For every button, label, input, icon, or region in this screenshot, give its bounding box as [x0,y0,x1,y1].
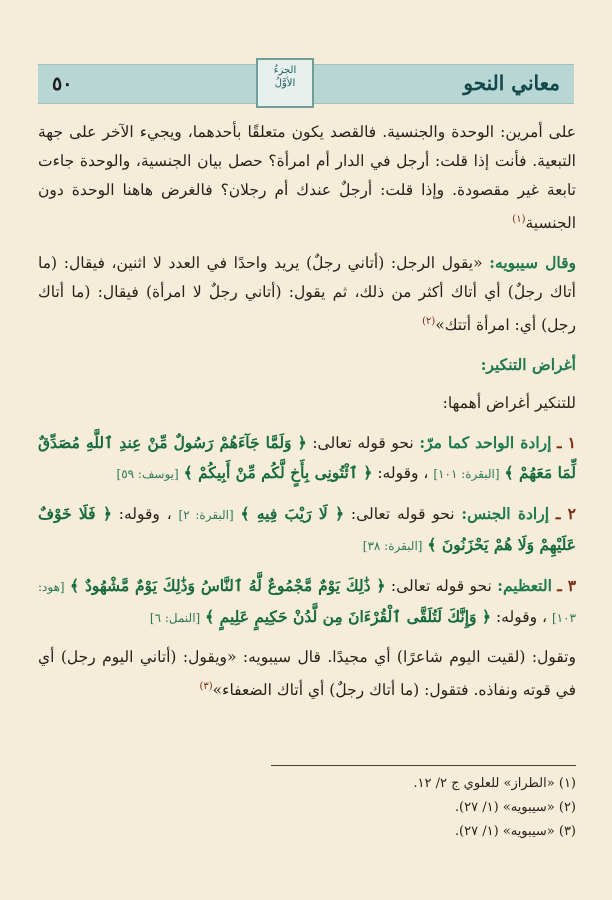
item-1-quran-2: ﴿ ٱئْتُونِى بِأَخٍ لَّكُم مِّنْ أَبِيكُمْ ﴾ [183,463,373,483]
page-body [38,118,576,715]
item-3-label: التعظيم: [497,576,552,596]
item-1-number: ١ ـ [557,433,576,453]
item-1 [38,428,576,489]
item-2 [38,499,576,561]
item-1-quran-1: ﴿ وَلَمَّا جَآءَهُمْ رَسُولٌ مِّنْ عِندِ ٱللَّهِ مُصَدِّقٌ لِّمَا مَعَهُمْ ﴾ [38,433,576,483]
item-2-quran-2: ﴿ فَلَا خَوْفٌ عَلَيْهِمْ وَلَا هُمْ يَحْزَنُونَ ﴾ [38,504,576,555]
footnote-ref-1: (١) [512,214,526,225]
footnote-1 [38,772,576,796]
footnote-2-text: «سيبويه» (١/ ٢٧). [454,800,555,815]
footnote-ref-2: (٢) [422,316,436,328]
item-3-quran-1: ﴿ ذَٰلِكَ يَوْمٌ مَّجْمُوعٌ لَّهُ ٱلنَّاسُ وَذَٰلِكَ يَوْمٌ مَّشْهُودٌ ﴾ [70,576,386,596]
item-3-text: نحو قوله تعالى: [390,577,492,596]
footnote-3-text: «سيبويه» (١/ ٢٧). [454,824,555,839]
item-1-ref-2: [يوسف: ٥٩] [116,467,179,482]
item-2-ref-2: [البقرة: ٣٨] [362,539,423,554]
intro-line: للتنكير أغراض أهمها: [442,394,576,413]
item-2-label: إرادة الجنس: [461,504,550,524]
item-3-quran-2: ﴿ وَإِنَّكَ لَتُلَقَّى ٱلْقُرْءَانَ مِن لَّدُنْ حَكِيمٍ عَلِيمٍ ﴾ [205,607,491,627]
section-heading: أغراض التنكير: [480,355,576,375]
paragraph-1-text: على أمرين: الوحدة والجنسية. فالقصد يكون متعلقًا بأحدهما، ويجيء الآخر على جهة التبعية. فأنت إذا قلت: أرجل في الدار أم امرأة؟ حصل بيان الجنسية، والوحدة جاءت تابعة غير مقصودة. وإذا قلت: أرجلٌ عندك أم رجلان؟ فالغرض هاهنا الوحدة دون الجنسية [38,123,576,233]
item-2-quran-1: ﴿ لَا رَيْبَ فِيهِ ﴾ [240,504,345,524]
item-3-mid: ، وقوله: [495,608,548,627]
paragraph-2 [38,248,576,340]
item-3-number: ٣ ـ [557,576,577,596]
volume-line1: الجزءُ [273,65,297,76]
footnote-1-text: «الطراز» للعلوي ج ٢/ ١٢. [413,776,555,791]
item-3-ref-2: [النمل: ٦] [149,611,201,626]
footnote-2-number: (٢) [558,800,576,815]
footnote-ref-3: (٣) [199,681,213,693]
footnote-3-number: (٣) [558,824,576,839]
item-2-ref-1: [البقرة: ٢] [178,508,234,523]
item-3 [38,571,576,633]
volume-label [250,64,320,90]
item-2-number: ٢ ـ [555,504,576,524]
item-1-text: نحو قوله تعالى: [312,434,414,453]
page-number: ٥٠ [52,73,73,95]
volume-line2: الأوَّلُ [274,78,296,89]
paragraph-final-text: وتقول: (لقيت اليوم شاعرًا) أي مجيدًا. قال سيبويه: «ويقول: (أتاني اليوم رجل) أي في قوته ونفاذه. فتقول: (ما أتاك رجلٌ) أي أتاك الضعفاء» [38,648,576,700]
paragraph-1 [38,118,576,238]
item-1-ref-1: [البقرة: ١٠١] [433,467,500,482]
paragraph-2-text: «يقول الرجل: (أتاني رجلٌ) يريد واحدًا في العدد لا اثنين، فيقال: (ما أتاك رجلٌ) أي أتاك أكثر من ذلك، ثم يقول: (أتاني رجلٌ لا امرأة) فيقال: (ما أتاك رجل) أي: امرأة أتتك» [38,254,576,335]
item-2-text: نحو قوله تعالى: [350,505,455,524]
item-2-mid: ، وقوله: [118,505,172,524]
footnote-1-number: (١) [558,776,576,791]
item-1-label: إرادة الواحد كما مرّ: [419,433,552,453]
footnotes [38,772,576,844]
item-3-ref-1: [هود: ١٠٣] [38,580,576,626]
sibawayh-label: وقال سيبويه: [489,253,576,273]
footnote-divider [271,765,576,766]
paragraph-final [38,643,576,705]
book-title: معاني النحو [463,71,560,95]
volume-ornament [250,52,320,114]
footnote-3 [38,820,576,844]
item-1-mid: ، وقوله: [377,464,429,483]
footnote-2 [38,796,576,820]
